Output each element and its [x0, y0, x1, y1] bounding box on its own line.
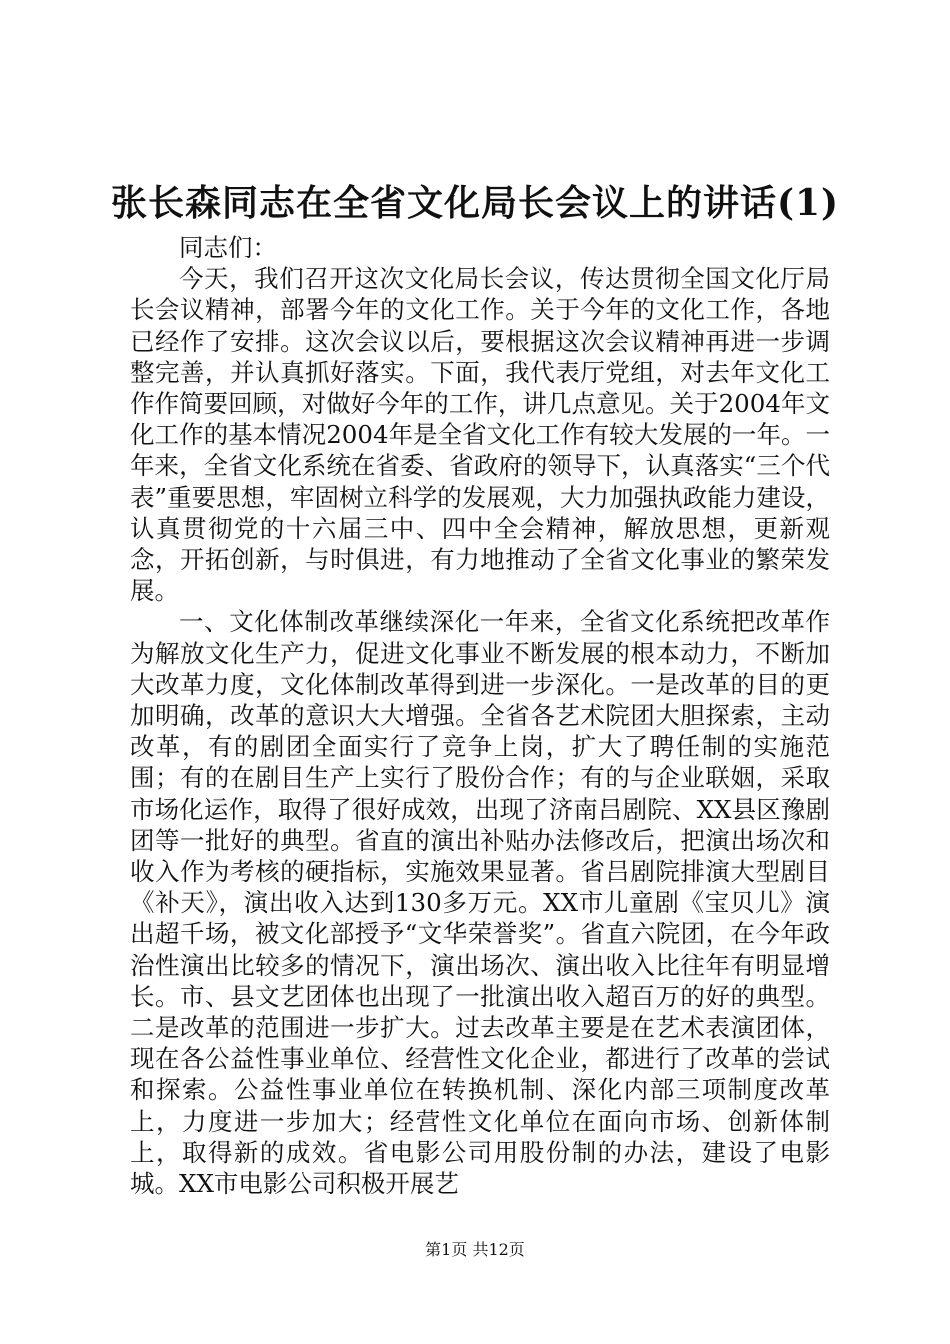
- page-number-footer: 第1页 共12页: [425, 1240, 525, 1259]
- document-body: [130, 232, 830, 1199]
- body-paragraph: 今天，我们召开这次文化局长会议，传达贯彻全国文化厅局长会议精神，部署今年的文化工作。关于今年的文化工作，各地已经作了安排。这次会议以后，要根据这次会议精神再进一步调整完善，并认真抓好落实。下面，我代表厅党组，对去年文化工作作简要回顾，对做好今年的工作，讲几点意见。关于2004年文化工作的基本情况2004年是全省文化工作有较大发展的一年。一年来，全省文化系统在省委、省政府的领导下，认真落实“三个代表”重要思想，牢固树立科学的发展观，大力加强执政能力建设，认真贯彻党的十六届三中、四中全会精神，解放思想，更新观念，开拓创新，与时俱进，有力地推动了全省文化事业的繁荣发展。: [130, 264, 830, 606]
- document-title: 张长森同志在全省文化局长会议上的讲话(1): [110, 182, 840, 224]
- salutation-paragraph: 同志们：: [179, 233, 277, 262]
- body-paragraph: 一、文化体制改革继续深化一年来，全省文化系统把改革作为解放文化生产力，促进文化事业不断发展的根本动力，不断加大改革力度，文化体制改革得到进一步深化。一是改革的目的更加明确，改革的意识大大增强。全省各艺术院团大胆探索，主动改革，有的剧团全面实行了竞争上岗，扩大了聘任制的实施范围；有的在剧目生产上实行了股份合作；有的与企业联姻，采取市场化运作，取得了很好成效，出现了济南吕剧院、XX县区豫剧团等一批好的典型。省直的演出补贴办法修改后，把演出场次和收入作为考核的硬指标，实施效果显著。省吕剧院排演大型剧目《补天》，演出收入达到130多万元。XX市儿童剧《宝贝儿》演出超千场，被文化部授予“文华荣誉奖”。省直六院团，在今年政治性演出比较多的情况下，演出场次、演出收入比往年有明显增长。市、县文艺团体也出现了一批演出收入超百万的好的典型。二是改革的范围进一步扩大。过去改革主要是在艺术表演团体，现在各公益性事业单位、经营性文化企业，都进行了改革的尝试和探索。公益性事业单位在转换机制、深化内部三项制度改革上，力度进一步加大；经营性文化单位在面向市场、创新体制上，取得新的成效。省电影公司用股份制的办法，建设了电影城。XX市电影公司积极开展艺: [130, 607, 830, 1199]
